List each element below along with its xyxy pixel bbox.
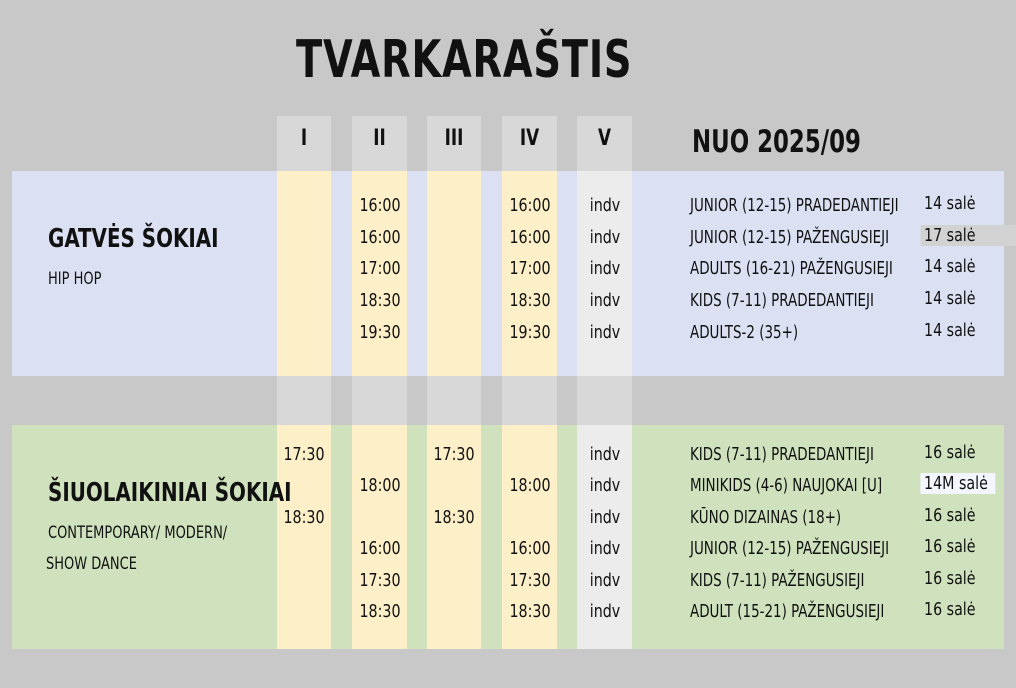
day-header-4: IV xyxy=(519,126,540,151)
room-label xyxy=(924,442,976,463)
time-cell-fri: indv xyxy=(589,290,620,311)
time-cell-fri: indv xyxy=(589,195,620,216)
room-label xyxy=(924,288,976,309)
group-name: JUNIOR (12-15) PAŽENGUSIEJI xyxy=(690,538,890,559)
time-cell-tue: 16:00 xyxy=(358,227,401,248)
room-text: 16 salė xyxy=(924,599,976,620)
time-cell-fri: indv xyxy=(589,570,620,591)
time-cell-tue: 18:00 xyxy=(358,475,401,496)
day-header-5: V xyxy=(597,126,612,151)
time-cell-tue: 19:30 xyxy=(358,322,401,343)
time-cell-fri: indv xyxy=(589,227,620,248)
time-cell-mon: 17:30 xyxy=(283,444,325,465)
time-cell-thu: 16:00 xyxy=(508,195,551,216)
time-cell-fri: indv xyxy=(589,475,620,496)
time-cell-fri: indv xyxy=(589,601,620,622)
room-text: 16 salė xyxy=(924,568,976,589)
section-subtitle: CONTEMPORARY/ MODERN/ xyxy=(48,523,228,543)
time-cell-thu: 16:00 xyxy=(508,227,551,248)
room-text: 14 salė xyxy=(924,256,976,277)
room-label xyxy=(924,320,976,341)
time-cell-tue: 18:30 xyxy=(358,601,401,622)
room-label xyxy=(924,505,976,526)
start-date-label: NUO 2025/09 xyxy=(692,124,861,160)
room-text: 17 salė xyxy=(920,225,1016,246)
section-subtitle: SHOW DANCE xyxy=(46,554,137,574)
time-cell-thu: 18:00 xyxy=(508,475,551,496)
time-cell-wed: 18:30 xyxy=(433,507,475,528)
group-name: ADULTS-2 (35+) xyxy=(690,322,799,343)
room-label xyxy=(924,193,976,214)
time-cell-fri: indv xyxy=(589,322,620,343)
page-title: TVARKARAŠTIS xyxy=(296,30,633,90)
group-name: KIDS (7-11) PAŽENGUSIEJI xyxy=(690,570,865,591)
time-cell-thu: 19:30 xyxy=(508,322,551,343)
time-cell-thu: 18:30 xyxy=(508,290,551,311)
day-column-3-block xyxy=(427,171,481,376)
time-cell-tue: 17:30 xyxy=(358,570,401,591)
day-header-1: I xyxy=(300,126,308,151)
group-name: JUNIOR (12-15) PRADEDANTIEJI xyxy=(690,195,899,216)
time-cell-tue: 17:00 xyxy=(358,258,401,279)
section-title: GATVĖS ŠOKIAI xyxy=(48,224,219,254)
room-label xyxy=(924,568,976,589)
room-text: 16 salė xyxy=(924,536,976,557)
day-header-3: III xyxy=(444,126,464,151)
group-name: ADULTS (16-21) PAŽENGUSIEJI xyxy=(690,258,893,279)
time-cell-tue: 18:30 xyxy=(358,290,401,311)
time-cell-fri: indv xyxy=(589,538,620,559)
room-label xyxy=(924,599,976,620)
room-text: 16 salė xyxy=(924,442,976,463)
room-text: 14 salė xyxy=(924,320,976,341)
time-cell-fri: indv xyxy=(589,258,620,279)
room-text: 14 salė xyxy=(924,193,976,214)
time-cell-thu: 17:00 xyxy=(508,258,551,279)
day-column-1-block xyxy=(277,171,331,376)
time-cell-wed: 17:30 xyxy=(433,444,475,465)
room-label xyxy=(924,536,976,557)
group-name: JUNIOR (12-15) PAŽENGUSIEJI xyxy=(690,227,890,248)
group-name: KŪNO DIZAINAS (18+) xyxy=(690,507,842,528)
group-name: KIDS (7-11) PRADEDANTIEJI xyxy=(690,290,874,311)
room-label xyxy=(924,225,1016,246)
room-label xyxy=(924,256,976,277)
time-cell-thu: 17:30 xyxy=(508,570,551,591)
room-text: 14 salė xyxy=(924,288,976,309)
time-cell-fri: indv xyxy=(589,507,620,528)
room-label xyxy=(924,473,995,494)
room-text: 16 salė xyxy=(924,505,976,526)
room-text: 14M salė xyxy=(920,473,994,494)
time-cell-tue: 16:00 xyxy=(358,538,401,559)
time-cell-tue: 16:00 xyxy=(358,195,401,216)
time-cell-thu: 18:30 xyxy=(508,601,551,622)
group-name: ADULT (15-21) PAŽENGUSIEJI xyxy=(690,601,885,622)
group-name: KIDS (7-11) PRADEDANTIEJI xyxy=(690,444,874,465)
group-name: MINIKIDS (4-6) NAUJOKAI [U] xyxy=(690,475,883,496)
time-cell-thu: 16:00 xyxy=(508,538,551,559)
day-header-2: II xyxy=(373,126,386,151)
section-subtitle: HIP HOP xyxy=(48,269,102,289)
section-title: ŠIUOLAIKINIAI ŠOKIAI xyxy=(48,478,292,508)
time-cell-fri: indv xyxy=(589,444,620,465)
time-cell-mon: 18:30 xyxy=(283,507,325,528)
